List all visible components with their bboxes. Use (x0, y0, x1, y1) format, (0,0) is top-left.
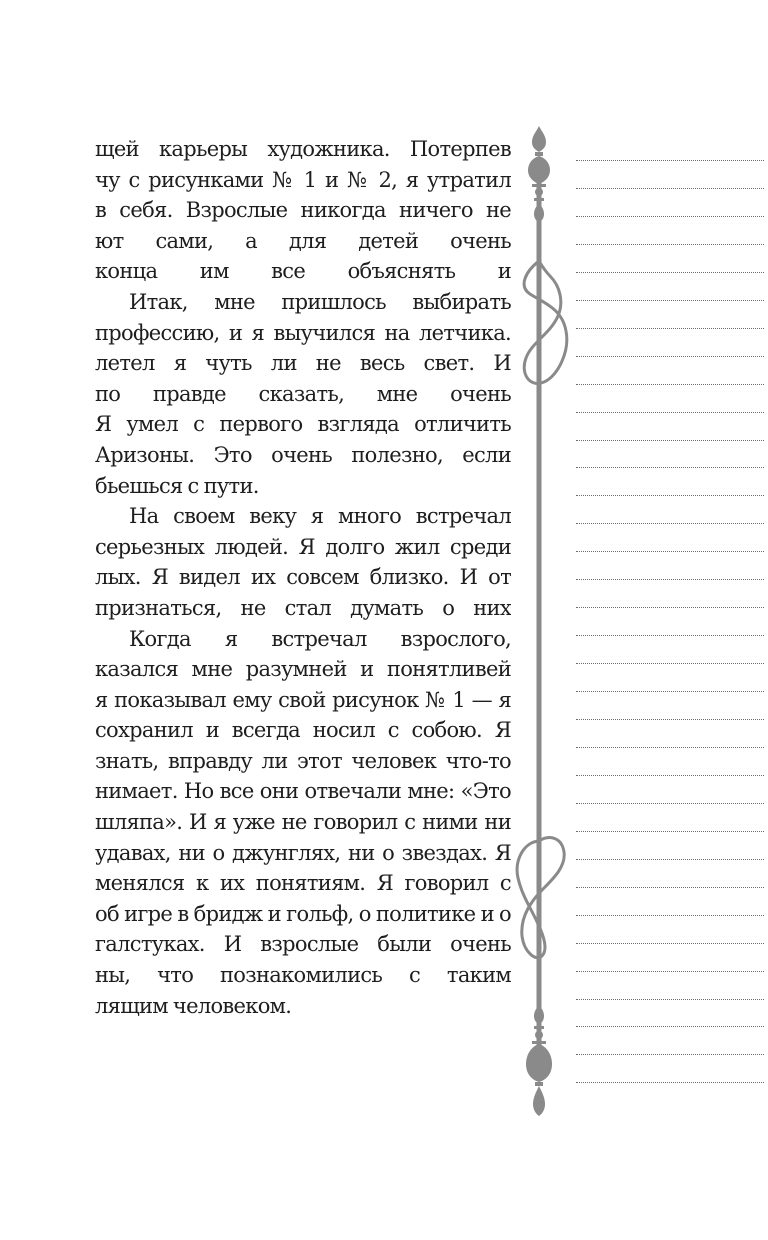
note-line (576, 160, 764, 161)
note-line (576, 495, 764, 496)
note-line (576, 1026, 764, 1027)
text-line: об игре в бридж и гольф, о политике и о (95, 901, 511, 926)
text-line: ют сами, а для детей очень (95, 228, 511, 253)
text-line: в себя. Взрослые никогда ничего не (95, 198, 511, 223)
note-line (576, 1054, 764, 1055)
text-line: признаться, не стал думать о них (95, 595, 511, 620)
text-line: лящим человеком. (95, 993, 292, 1018)
text-line: ны, что познакомились с таким (95, 963, 511, 988)
text-line: Когда я встречал взрослого, (129, 626, 511, 651)
note-line (576, 803, 764, 804)
note-line (576, 412, 764, 413)
text-line: знать, вправду ли этот человек что-то (95, 748, 511, 773)
note-line (576, 943, 764, 944)
text-line: чу с рисунками № 1 и № 2, я утратил (95, 167, 511, 192)
note-line (576, 467, 764, 468)
note-line (576, 272, 764, 273)
text-line: бьешься с пути. (95, 473, 259, 498)
text-line: профессию, и я выучился на летчика. (95, 320, 511, 345)
note-line (576, 999, 764, 1000)
text-line: Аризоны. Это очень полезно, если (95, 442, 511, 467)
ornament-divider (502, 126, 578, 1116)
note-line (576, 356, 764, 357)
note-line (576, 188, 764, 189)
text-line: по правде сказать, мне очень (95, 381, 511, 406)
note-line (576, 328, 764, 329)
note-line (576, 747, 764, 748)
note-line (576, 831, 764, 832)
note-line (576, 300, 764, 301)
text-line: Я умел с первого взгляда отличить (95, 412, 511, 437)
text-line: сохранил и всегда носил с собою. Я (95, 718, 511, 743)
note-line (576, 579, 764, 580)
text-line: щей карьеры художника. Потерпев (95, 137, 511, 161)
text-line: Итак, мне пришлось выбирать (129, 289, 511, 314)
note-line (576, 719, 764, 720)
text-line: шляпа». И я уже не говорил с ними ни (95, 810, 511, 835)
note-line (576, 691, 764, 692)
note-line (576, 663, 764, 664)
text-line: казался мне разумней и понятливей (95, 657, 511, 682)
note-line (576, 384, 764, 385)
text-line: серьезных людей. Я долго жил среди (95, 534, 511, 559)
note-line (576, 216, 764, 217)
note-line (576, 607, 764, 608)
text-line: галстуках. И взрослые были очень (95, 932, 511, 957)
note-line (576, 244, 764, 245)
note-line (576, 915, 764, 916)
text-line: нимает. Но все они отвечали мне: «Это (95, 779, 511, 804)
note-line (576, 971, 764, 972)
note-line (576, 523, 764, 524)
text-line: я показывал ему свой рисунок № 1 — я (95, 687, 511, 712)
text-line: конца им все объяснять и (95, 259, 511, 284)
note-line (576, 859, 764, 860)
note-line (576, 440, 764, 441)
notes-lines (576, 0, 768, 1240)
text-line: удавах, ни о джунглях, ни о звездах. Я (95, 840, 511, 865)
text-line: менялся к их понятиям. Я говорил с (95, 871, 511, 896)
note-line (576, 1082, 764, 1083)
note-line (576, 887, 764, 888)
text-line: лых. Я видел их совсем близко. И от (95, 565, 511, 590)
note-line (576, 551, 764, 552)
book-text (95, 134, 511, 1021)
note-line (576, 775, 764, 776)
text-line: летел я чуть ли не весь свет. И (95, 351, 511, 376)
text-line: На своем веку я много встречал (129, 504, 511, 529)
note-line (576, 635, 764, 636)
